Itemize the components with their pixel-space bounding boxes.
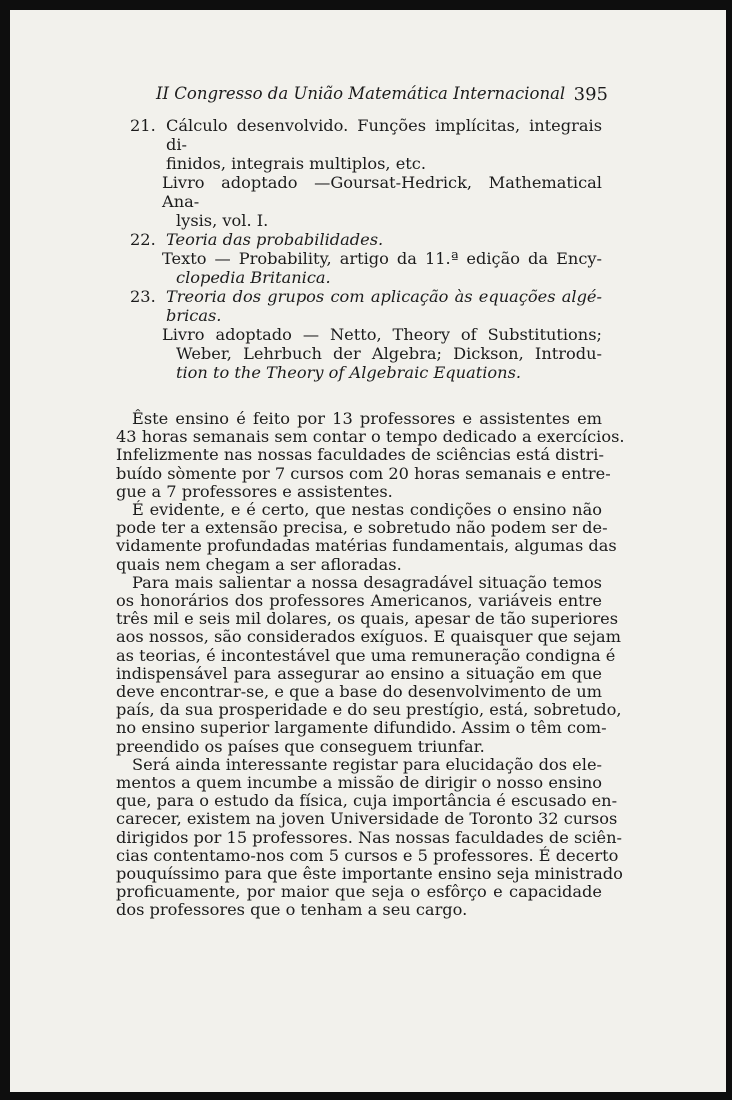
title-line: bricas. xyxy=(166,306,222,325)
course-entry-21 xyxy=(116,116,602,230)
paragraph-line: que, para o estudo da física, cuja importância é escusado en- xyxy=(116,791,618,811)
paragraph-line: Êste ensino é feito por 13 professores e assistentes em xyxy=(132,409,602,428)
entry-number: 23. xyxy=(130,287,156,306)
body-paragraph xyxy=(116,572,622,756)
paragraph-line: Será ainda interessante registar para elucidação dos ele- xyxy=(132,754,602,774)
entry-number: 21. xyxy=(130,116,156,135)
entry-title xyxy=(116,116,602,173)
reference-line: clopedia Britanica. xyxy=(176,268,331,287)
paragraph-line: pouquíssimo para que êste importante ensino seja ministrado xyxy=(116,864,623,884)
paragraph-line: pode ter a extensão precisa, e sobretudo não podem ser de- xyxy=(116,518,608,538)
paragraph-line: indispensável para assegurar ao ensino a situação em que xyxy=(116,663,602,683)
paragraph-line: buído sòmente por 7 cursos com 20 horas semanais e entre- xyxy=(116,463,611,483)
paragraph-line: Infelizmente nas nossas faculdades de sciências está distri- xyxy=(116,445,604,465)
title-line: Teoria das probabilidades. xyxy=(166,230,384,249)
title-line: Treoria dos grupos com aplicação às equações algé- xyxy=(166,287,602,306)
title-line: finidos, integrais multiplos, etc. xyxy=(166,154,426,173)
body-paragraph xyxy=(116,409,625,501)
body-paragraph xyxy=(116,500,617,574)
paragraph-line: deve encontrar-se, e que a base do desenvolvimento de um xyxy=(116,682,602,702)
paragraph-line: quais nem chegam a ser afloradas. xyxy=(116,554,402,574)
title-line: Cálculo desenvolvido. Funções implícitas, integrais di- xyxy=(166,116,602,154)
entry-number: 22. xyxy=(130,230,156,249)
reference-line: Texto — Probability, artigo da 11.ª edição da Ency- xyxy=(162,249,602,268)
course-entry-23 xyxy=(116,287,602,382)
paragraph-line: gue a 7 professores e assistentes. xyxy=(116,481,393,501)
paragraph-line: cias contentamo-nos com 5 cursos e 5 professores. É decerto xyxy=(116,845,619,865)
entry-reference xyxy=(116,173,602,230)
paragraph-line: dos professores que o tenham a seu cargo. xyxy=(116,900,468,920)
paragraph-line: os honorários dos professores Americanos, variáveis entre xyxy=(116,591,602,611)
paragraph-line: É evidente, e é certo, que nestas condições o ensino não xyxy=(132,500,602,520)
section-gap xyxy=(116,382,602,410)
reference-line: Livro adoptado — Netto, Theory of Substitutions; xyxy=(162,325,602,344)
paragraph-line: aos nossos, são considerados exíguos. E quaisquer que sejam xyxy=(116,627,622,647)
reference-line: tion to the Theory of Algebraic Equations. xyxy=(176,363,522,382)
running-header xyxy=(156,84,608,103)
page-content xyxy=(116,116,625,920)
reference-line: lysis, vol. I. xyxy=(176,211,269,230)
paragraph-line: país, da sua prosperidade e do seu prestígio, está, sobretudo, xyxy=(116,700,622,720)
course-entry-22 xyxy=(116,230,602,287)
paragraph-line: vidamente profundadas matérias fundamentais, algumas das xyxy=(116,536,617,556)
reference-line: Livro adoptado —Goursat-Hedrick, Mathematical Ana- xyxy=(162,173,602,211)
paragraph-line: no ensino superior largamente difundido. Assim o têm com- xyxy=(116,718,607,738)
paragraph-line: três mil e seis mil dolares, os quais, apesar de tão superiores xyxy=(116,609,619,629)
paragraph-line: carecer, existem na joven Universidade de Toronto 32 cursos xyxy=(116,809,618,829)
paragraph-line: mentos a quem incumbe a missão de dirigir o nosso ensino xyxy=(116,773,602,793)
paragraph-line: proficuamente, por maior que seja o esfôrço e capacidade xyxy=(116,882,602,902)
paragraph-line: preendido os países que conseguem triunfar. xyxy=(116,736,485,756)
entry-title xyxy=(116,287,602,325)
entry-reference xyxy=(116,325,602,382)
paragraph-line: as teorias, é incontestável que uma remuneração condigna é xyxy=(116,645,616,665)
paragraph-line: dirigidos por 15 professores. Nas nossas faculdades de sciên- xyxy=(116,827,622,847)
paragraph-line: 43 horas semanais sem contar o tempo dedicado a exercícios. xyxy=(116,427,625,447)
running-title: II Congresso da União Matemática Internacional xyxy=(156,84,566,103)
reference-line: Weber, Lehrbuch der Algebra; Dickson, Introdu- xyxy=(176,344,602,363)
entry-reference xyxy=(116,249,602,287)
entry-title xyxy=(116,230,602,249)
page-number: 395 xyxy=(573,84,608,105)
body-paragraph xyxy=(116,754,623,920)
paragraph-line: Para mais salientar a nossa desagradável situação temos xyxy=(132,572,602,592)
